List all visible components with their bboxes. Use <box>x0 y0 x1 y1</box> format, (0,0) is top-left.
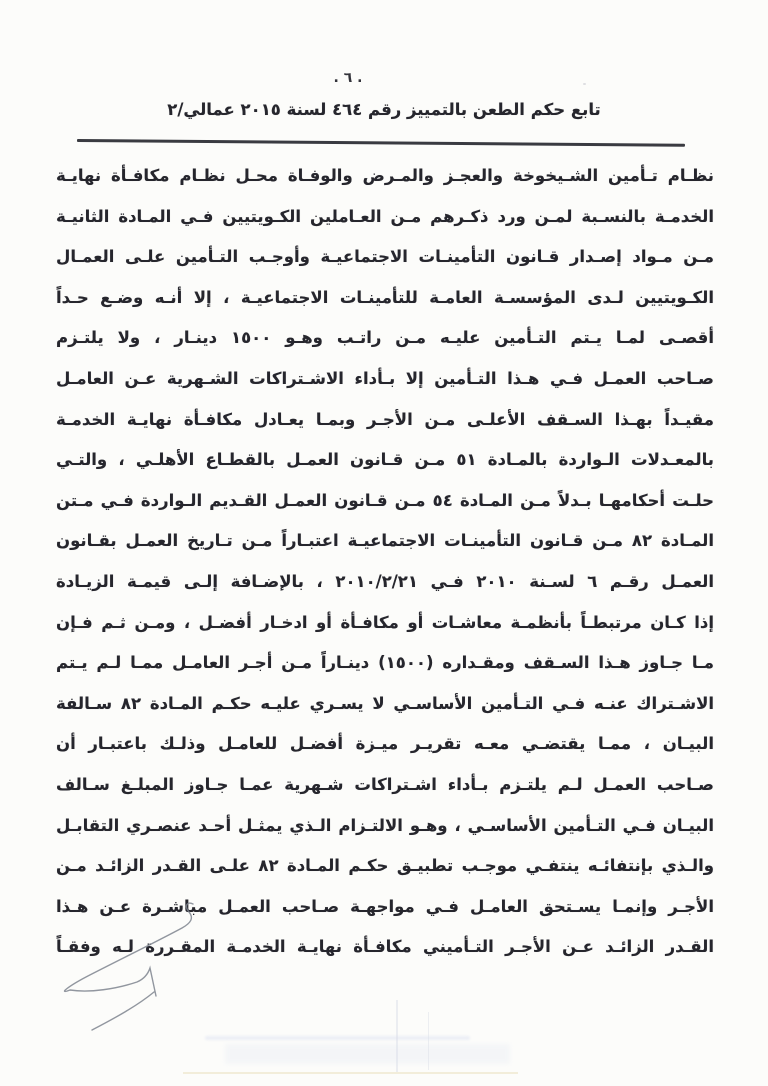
body-line: والـذي بإنتفائـه ينتفـي موجـب تطبيـق حكـم المـادة ٨٢ علـى القـدر الزائـد مـن <box>56 856 714 876</box>
header-rule <box>77 139 685 147</box>
body-line: العمـل رقـم ٦ لسـنة ٢٠١٠ فـي ٢٠١٠/٢/٢١ ، بالإضـافة إلـى قيمـة الزيـادة <box>56 571 714 591</box>
body-line: الكـويتيين لـدى المؤسسـة العامـة للتأمينـات الاجتماعيـة ، إلا أنـه وضـع حـداً <box>56 287 714 307</box>
body-line: صـاحب العمـل فـي هـذا التـأمين إلا بـأداء الاشـتراكات الشـهرية عـن العامـل <box>56 368 714 388</box>
body-line: مـن مـواد إصـدار قـانون التأمينـات الاجتماعيـة وأوجـب التـأمين علـى العمـال <box>56 247 714 267</box>
header-title: تابع حكم الطعن بالتمييز رقم ٤٦٤ لسنة ٢٠١٥ عمالي/٢ <box>167 100 601 119</box>
signature-scribble <box>40 870 320 1040</box>
scan-artifact-speck <box>583 83 586 85</box>
scan-artifact-vertical-line <box>428 1012 429 1070</box>
body-line: الأجـر وإنمـا يسـتحق العامـل فـي مواجهـة صـاحب العمـل مباشـرة عـن هـذا <box>56 896 714 916</box>
scan-artifact-fold-line <box>183 1072 518 1074</box>
body-line: الخدمـة بالنسـبة لمـن ورد ذكـرهم مـن العـاملين الكـويتيين فـي المـادة الثانيـة <box>56 206 714 226</box>
body-line: إذا كـان مرتبطـاً بأنظمـة معاشـات أو مكافـأة أو ادخـار أفضـل ، ومـن ثـم فـإن <box>56 612 714 632</box>
judgment-body <box>56 156 714 968</box>
body-line: مـا جـاوز هـذا السـقف ومقـداره (١٥٠٠) دينـاراً مـن أجـر العامـل ممـا لـم يـتم <box>56 653 714 673</box>
body-line: المـادة ٨٢ مـن قـانون التأمينـات الاجتماعيـة اعتبـاراً مـن تـاريخ العمـل بقـانون <box>56 531 714 551</box>
body-line: صـاحب العمـل لـم يلتـزم بـأداء اشـتراكات شـهرية عمـا جـاوز المبلـغ سـالف <box>56 774 714 794</box>
body-line: القـدر الزائـد عـن الأجـر التـأميني مكافـأة نهايـة الخدمـة المقـررة لـه وفقـاً <box>56 937 714 957</box>
body-line: البيـان فـي التـأمين الأساسـي ، وهـو الالتـزام الـذي يمثـل أحـد عنصـري التقابـل <box>56 815 714 835</box>
body-line: نظـام تـأمين الشـيخوخة والعجـز والمـرض والوفـاة محـل نظـام مكافـأة نهايـة <box>56 166 714 185</box>
body-line: أقصـى لمـا يـتم التـأمين عليـه مـن راتـب وهـو ١٥٠٠ دينـار ، ولا يلتـزم <box>56 328 714 348</box>
scan-artifact-vertical-line <box>396 1000 398 1072</box>
body-line: البيـان ، ممـا يقتضـي معـه تقريـر ميـزة أفضـل للعامـل وذلـك باعتبـار أن <box>56 734 714 754</box>
body-line: مقيـداً بهـذا السـقف الأعلـى مـن الأجـر وبمـا يعـادل مكافـأة نهايـة الخدمـة <box>56 409 714 429</box>
body-line: بالمعـدلات الـواردة بالمـادة ٥١ مـن قـانون العمـل بالقطـاع الأهلـي ، والتـي <box>56 450 714 470</box>
scan-artifact-smear-band <box>225 1044 510 1064</box>
page-number: . ٦ . <box>333 70 363 86</box>
body-line: الاشـتراك عنـه فـي التـأمين الأساسـي لا يسـري عليـه حكـم المـادة ٨٢ سـالفة <box>56 693 714 713</box>
body-line: حلـت أحكامهـا بـدلاً مـن المـادة ٥٤ مـن قـانون العمـل القـديم الـواردة فـي مـتن <box>56 490 714 510</box>
